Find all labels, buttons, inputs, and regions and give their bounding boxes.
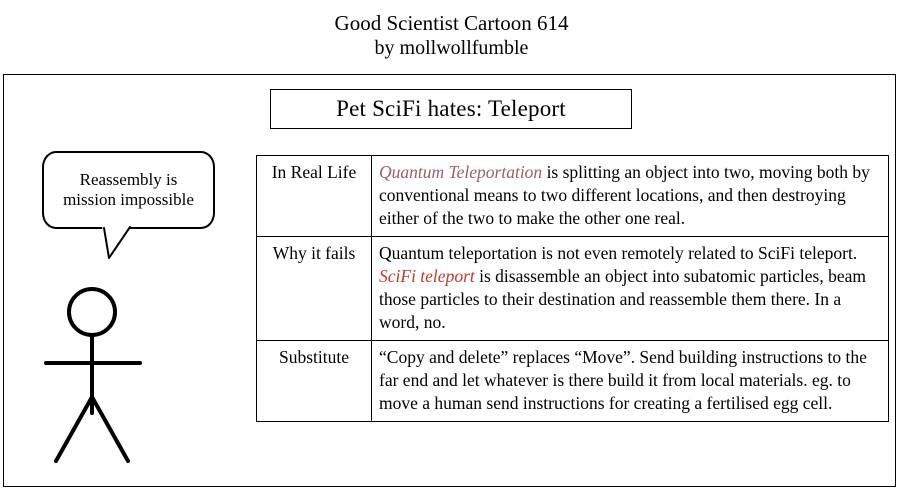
row-label-in-real-life: In Real Life <box>257 156 372 237</box>
row-body-text-0: is splitting an object into two, moving both by conventional means to two different locations, and then destroying either of the two to make the other one real. <box>379 162 870 228</box>
speech-bubble <box>42 151 215 229</box>
emphasis-scifi-teleport: SciFi teleport <box>379 266 475 286</box>
page-header <box>0 10 903 60</box>
speech-bubble-group <box>42 151 227 261</box>
row-body-substitute <box>372 341 889 422</box>
emphasis-quantum-teleportation: Quantum Teleportation <box>379 162 543 182</box>
cartoon-frame <box>3 74 896 487</box>
row-label-why-it-fails: Why it fails <box>257 237 372 341</box>
row-body-text-2: “Copy and delete” replaces “Move”. Send building instructions to the far end and let whatever is there build it from local materials. eg. to move a human send instructions for creating a fertilised egg cell. <box>379 347 867 413</box>
row-body-text-1: is disassemble an object into subatomic particles, beam those particles to their destination and reassemble them there. In a word, no. <box>379 266 866 332</box>
table-row <box>257 237 889 341</box>
table-row <box>257 156 889 237</box>
speech-bubble-tail-icon <box>100 225 140 261</box>
row-body-text-1-pre: Quantum teleportation is not even remotely related to SciFi teleport. <box>379 243 858 263</box>
cartoon-title-text: Pet SciFi hates: Teleport <box>336 96 566 121</box>
table-row <box>257 341 889 422</box>
page-byline: by mollwollfumble <box>374 37 529 59</box>
row-body-in-real-life <box>372 156 889 237</box>
stick-figure-icon <box>44 285 204 471</box>
cartoon-title-box <box>270 89 632 129</box>
facts-table <box>256 155 889 422</box>
row-label-substitute: Substitute <box>257 341 372 422</box>
speech-bubble-text: Reassembly is mission impossible <box>63 170 194 209</box>
page-title: Good Scientist Cartoon 614 <box>334 11 569 35</box>
row-body-why-it-fails <box>372 237 889 341</box>
